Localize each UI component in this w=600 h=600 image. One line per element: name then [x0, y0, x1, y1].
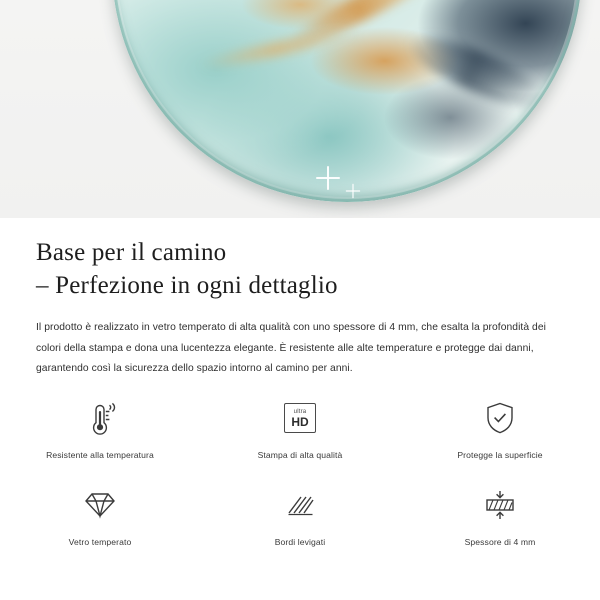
- feature-item-temperature: [0, 395, 200, 460]
- feature-label: Bordi levigati: [274, 537, 326, 547]
- feature-label: Protegge la superficie: [457, 450, 543, 460]
- thermometer-icon: [77, 395, 123, 441]
- feature-label: Resistente alla temperatura: [46, 450, 154, 460]
- ultra-hd-badge-icon: [277, 395, 323, 441]
- description-paragraph: Il prodotto è realizzato in vetro temperato di alta qualità con uno spessore di 4 mm, che esalta la profondità dei colori della stampa e dona una lucentezza elegante. È resistente alle alte temperature e protegge dai danni, garantendo così la sicurezza dello spazio intorno al camino per anni.: [36, 322, 546, 375]
- feature-grid: [0, 395, 600, 547]
- feature-item-surface-protection: [400, 395, 600, 460]
- feature-item-tempered-glass: [0, 482, 200, 547]
- hero-image: [0, 0, 600, 218]
- page-title-line-2: – Perfezione in ogni dettaglio: [36, 272, 338, 299]
- feature-label: Stampa di alta qualità: [257, 450, 343, 460]
- feature-item-polished-edges: [200, 482, 400, 547]
- page-title-line-1: Base per il camino: [36, 239, 227, 266]
- feature-item-thickness: [400, 482, 600, 547]
- page-title: [0, 218, 600, 302]
- shield-check-icon: [477, 395, 523, 441]
- feature-label: Spessore di 4 mm: [464, 537, 536, 547]
- diamond-icon: [77, 482, 123, 528]
- badge-main-text: HD: [291, 414, 309, 429]
- feature-item-print-quality: [200, 395, 400, 460]
- thickness-arrows-icon: [477, 482, 523, 528]
- polished-edges-icon: [277, 482, 323, 528]
- text-content: [0, 218, 600, 380]
- badge-top-text: ultra: [293, 408, 307, 415]
- feature-label: Vetro temperato: [68, 537, 132, 547]
